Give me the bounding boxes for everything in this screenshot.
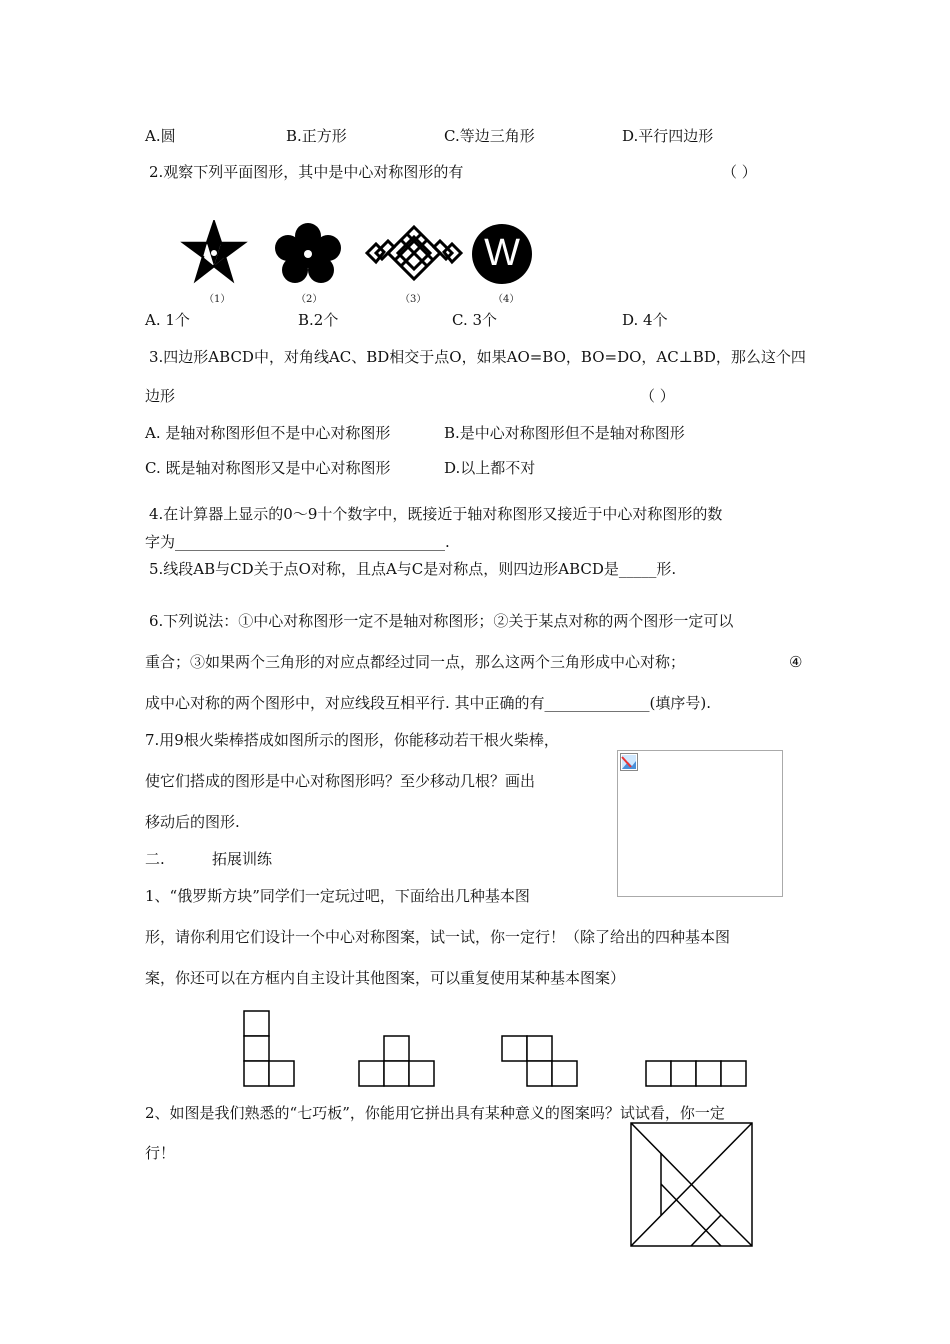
broken-image-icon xyxy=(620,753,638,771)
q3-answer-bracket: （ ） xyxy=(640,387,675,405)
ext2-line-2: 行！ xyxy=(145,1144,176,1162)
tetris-piece-z xyxy=(501,1035,578,1087)
q6-line-3: 成中心对称的两个图形中，对应线段互相平行. 其中正确的有______________(填序号). xyxy=(145,694,712,712)
ext1-line-3: 案，你还可以在方框内自主设计其他图案，可以重复使用某种基本图案） xyxy=(145,969,626,987)
q2-w-letter: W xyxy=(484,232,520,274)
ext2-line-1: 2、如图是我们熟悉的“七巧板”，你能用它拼出具有某种意义的图案吗？试试看，你一定 xyxy=(145,1104,725,1122)
q4-line-1: 4.在计算器上显示的0～9十个数字中，既接近于轴对称图形又接近于中心对称图形的数 xyxy=(149,505,723,523)
q2-figure-w-circle xyxy=(470,222,534,286)
q3-option-a: A. 是轴对称图形但不是中心对称图形 xyxy=(145,424,391,442)
q2-option-b: B.2个 xyxy=(298,311,339,329)
q6-line-2-tail: ④ xyxy=(789,653,803,671)
q2-figure-flower xyxy=(274,222,342,284)
tetris-piece-t xyxy=(358,1035,435,1087)
q3-option-b: B.是中心对称图形但不是轴对称图形 xyxy=(444,424,685,442)
q2-option-d: D. 4个 xyxy=(622,311,668,329)
tetris-piece-l xyxy=(243,1010,296,1087)
q1-option-c: C.等边三角形 xyxy=(444,127,535,145)
q3-option-c: C. 既是轴对称图形又是中心对称图形 xyxy=(145,459,391,477)
q7-line-3: 移动后的图形. xyxy=(145,813,240,831)
q3-stem-line-1: 3.四边形ABCD中，对角线AC、BD相交于点O，如果AO=BO，BO=DO，AC⊥BD，那么这个四 xyxy=(149,348,806,366)
q2-figure-2-caption: （2） xyxy=(296,294,323,305)
q1-option-b: B.正方形 xyxy=(286,127,347,145)
q6-line-2: 重合；③如果两个三角形的对应点都经过同一点，那么这两个三角形成中心对称； xyxy=(145,653,686,671)
q4-line-2: 字为____________________________________. xyxy=(145,533,450,551)
q2-stem: 2.观察下列平面图形，其中是中心对称图形的有 xyxy=(149,163,464,181)
q3-stem-line-2: 边形 xyxy=(145,387,176,405)
tetris-piece-i xyxy=(645,1060,747,1087)
q7-line-1: 7.用9根火柴棒搭成如图所示的图形，你能移动若干根火柴棒， xyxy=(145,731,559,749)
q2-figure-3-caption: （3） xyxy=(400,294,427,305)
ext1-line-1: 1、“俄罗斯方块”同学们一定玩过吧，下面给出几种基本图 xyxy=(145,887,530,905)
q2-option-a: A. 1个 xyxy=(145,311,190,329)
q7-broken-image-frame xyxy=(617,750,783,897)
q2-figure-endless-knot xyxy=(364,224,464,282)
q1-option-d: D.平行四边形 xyxy=(622,127,714,145)
q5-text: 5.线段AB与CD关于点O对称，且点A与C是对称点，则四边形ABCD是_____形. xyxy=(149,560,677,578)
q6-line-1: 6.下列说法：①中心对称图形一定不是轴对称图形；②关于某点对称的两个图形一定可以 xyxy=(149,612,734,630)
q2-answer-bracket: （ ） xyxy=(722,163,757,181)
q1-option-a: A.圆 xyxy=(145,127,176,145)
ext1-line-2: 形，请你利用它们设计一个中心对称图案，试一试，你一定行！（除了给出的四种基本图 xyxy=(145,928,731,946)
q7-line-2: 使它们搭成的图形是中心对称图形吗？至少移动几根？画出 xyxy=(145,772,536,790)
q2-option-c: C. 3个 xyxy=(452,311,498,329)
q2-figure-4-caption: （4） xyxy=(493,294,520,305)
section-2-number: 二. xyxy=(145,850,165,868)
q2-figure-star xyxy=(180,220,248,286)
q2-figure-1-caption: （1） xyxy=(204,294,231,305)
section-2-title: 拓展训练 xyxy=(212,850,273,868)
tangram-figure xyxy=(630,1122,754,1248)
q3-option-d: D.以上都不对 xyxy=(444,459,536,477)
